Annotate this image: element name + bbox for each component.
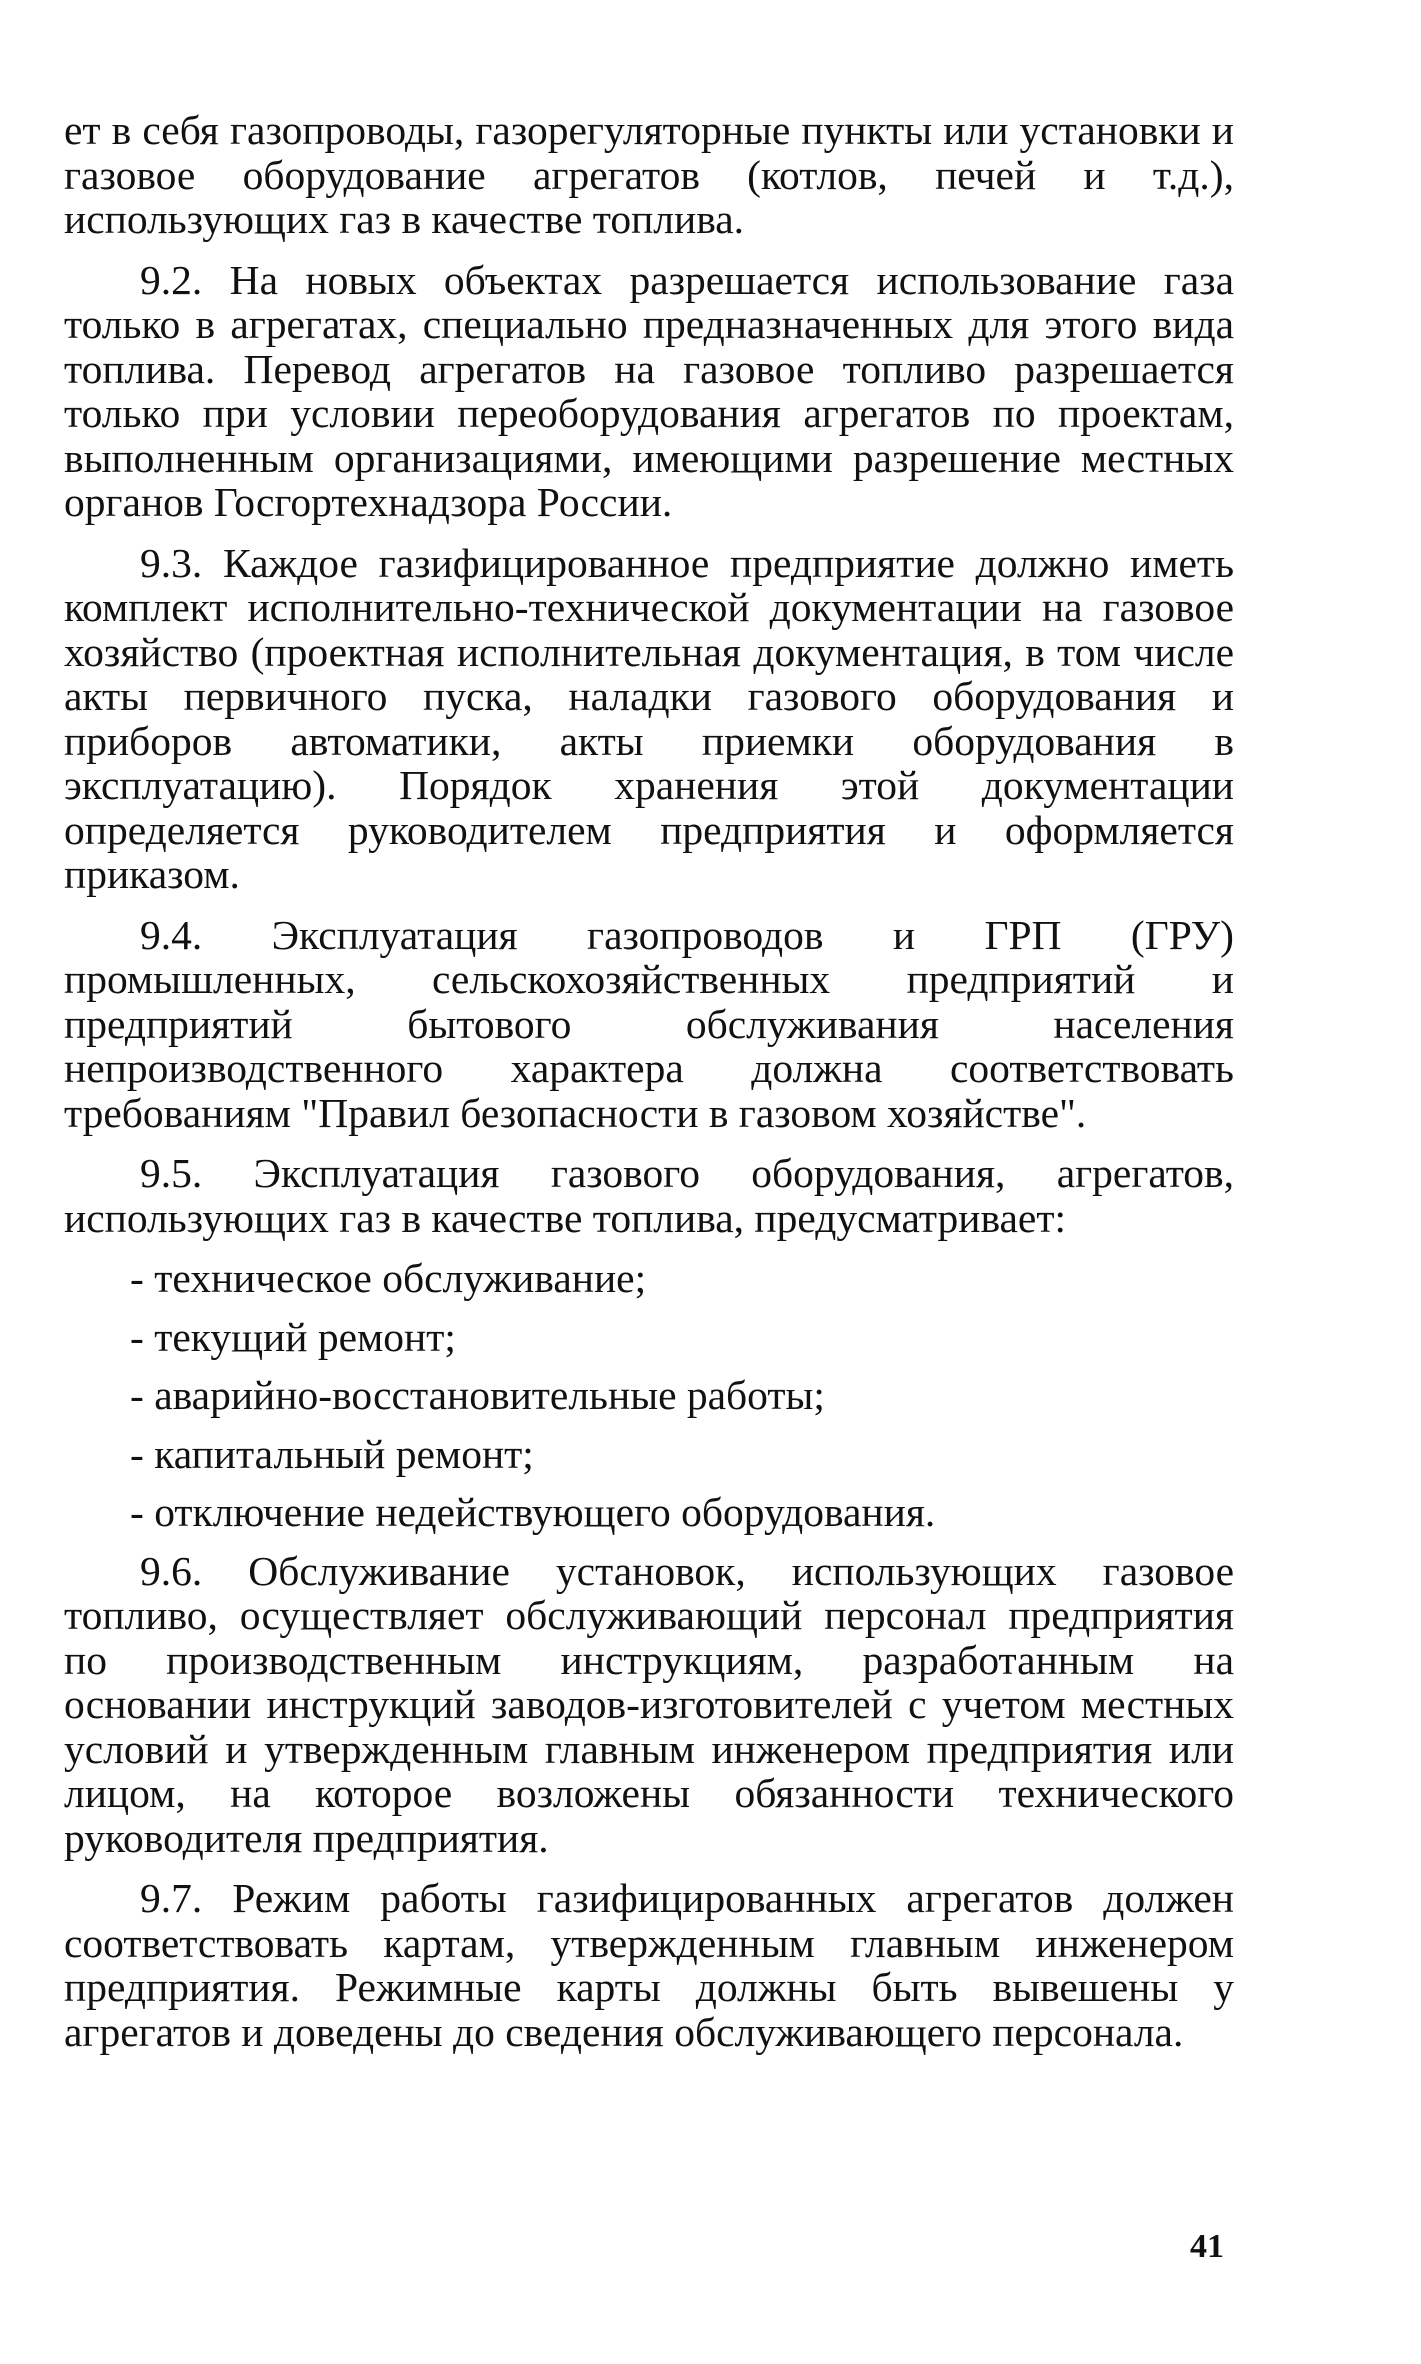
paragraph-9-3: 9.3. Каждое газифицированное предприятие должно иметь комплект исполнительно-технической документации на газовое хозяйство (проектная исполнительная документация, в том числе акты первичного пуска, наладки газового оборудования и приборов автоматики, акты приемки оборудования в эксплуатацию). Порядок хранения этой документации определяется руководителем предприятия и оформляется приказом. bbox=[64, 539, 1234, 897]
list-item: - капитальный ремонт; bbox=[130, 1430, 534, 1477]
list-item: - отключение недействующего оборудования. bbox=[130, 1489, 936, 1535]
list-item: - текущий ремонт; bbox=[130, 1313, 456, 1360]
paragraph-9-5: 9.5. Эксплуатация газового оборудования, агрегатов, использующих газ в качестве топлива, предусматривает: bbox=[64, 1150, 1234, 1241]
paragraph-continuation: ет в себя газопроводы, газорегуляторные пункты или установки и газовое оборудование агрегатов (котлов, печей и т.д.), использующих газ в качестве топлива. bbox=[64, 107, 1234, 242]
list-item: - аварийно-восстановительные работы; bbox=[130, 1372, 825, 1418]
paragraph-9-6: 9.6. Обслуживание установок, использующих газовое топливо, осуществляет обслуживающий персонал предприятия по производственным инструкциям, разработанным на основании инструкций заводов-изготовителей с учетом местных условий и утвержденным главным инженером предприятия или лицом, на которое возложены обязанности технического руководителя предприятия. bbox=[64, 1547, 1234, 1861]
paragraph-9-4: 9.4. Эксплуатация газопроводов и ГРП (ГРУ) промышленных, сельскохозяйственных предприятий и предприятий бытового обслуживания населения непроизводственного характера должна соответствовать требованиям "Правил безопасности в газовом хозяйстве". bbox=[64, 911, 1234, 1136]
list-item: - техническое обслуживание; bbox=[130, 1255, 647, 1301]
paragraph-9-2: 9.2. На новых объектах разрешается использование газа только в агрегатах, специально предназначенных для этого вида топлива. Перевод агрегатов на газовое топливо разрешается только при условии переоборудования агрегатов по проектам, выполненным организациями, имеющими разрешение местных органов Госгортехнадзора России. bbox=[64, 256, 1234, 525]
maintenance-list bbox=[64, 1256, 1234, 1535]
page-body bbox=[64, 108, 1234, 2070]
paragraph-9-7: 9.7. Режим работы газифицированных агрегатов должен соответствовать картам, утвержденным главным инженером предприятия. Режимные карты должны быть вывешены у агрегатов и доведены до сведения обслуживающего персонала. bbox=[64, 1875, 1234, 2055]
page-number: 41 bbox=[1190, 2228, 1224, 2265]
